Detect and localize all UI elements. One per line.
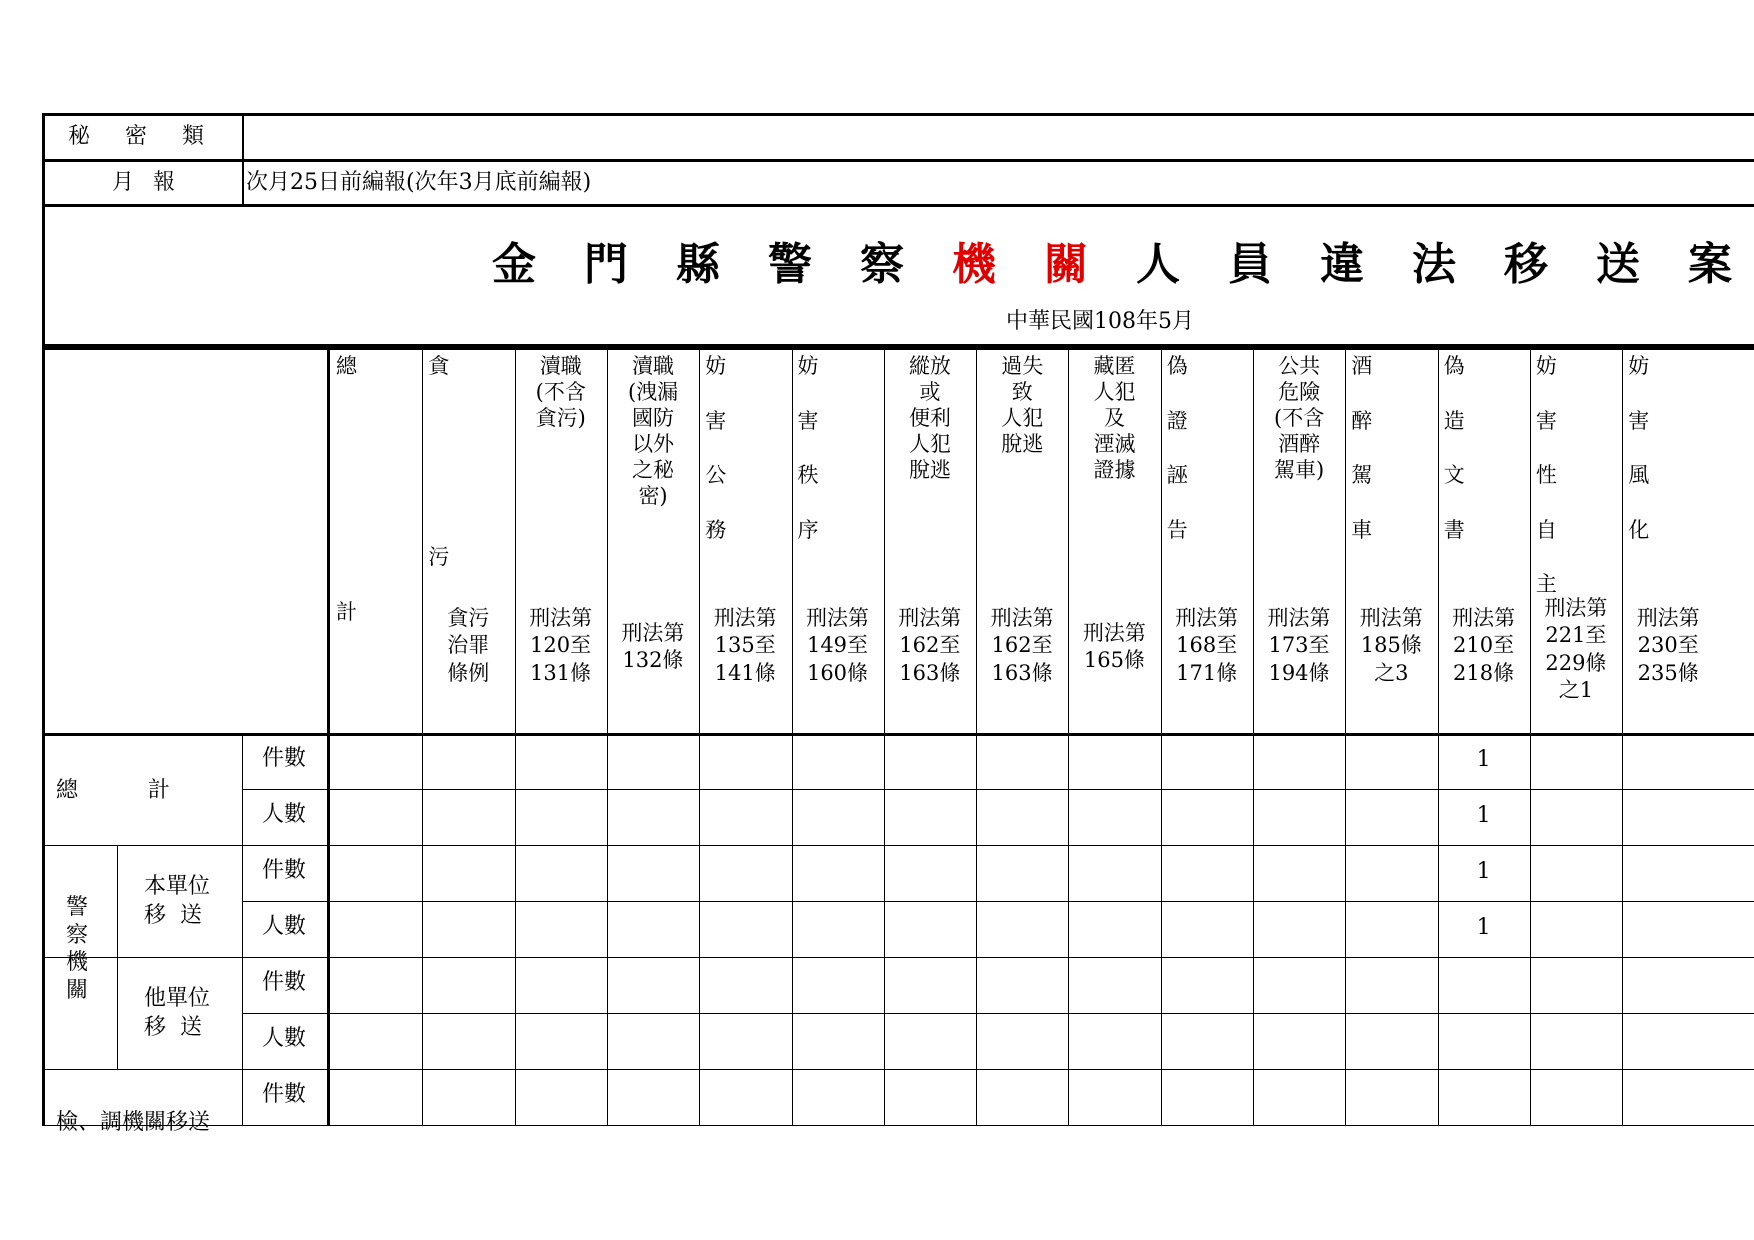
column-header-0: 總 計	[336, 354, 357, 624]
header-bottom-line	[42, 733, 1754, 736]
column-line	[976, 347, 977, 1125]
row-line	[242, 789, 1754, 790]
title-char: 縣	[676, 239, 720, 290]
column-line	[1530, 347, 1531, 1125]
column-header-8: 藏匿 人犯 及 湮滅 證據	[1093, 354, 1136, 483]
cell-value: 1	[1476, 859, 1491, 884]
own-unit-label: 本單位 移 送	[144, 874, 211, 928]
label-vline	[117, 845, 118, 1069]
column-header-14: 妨 害 風 化	[1628, 354, 1650, 542]
column-line	[1622, 347, 1623, 1125]
cell-value: 1	[1476, 803, 1491, 828]
column-law-8: 刑法第 165條	[1082, 621, 1146, 673]
label-column-separator	[327, 347, 330, 1125]
title-char: 法	[1412, 239, 1456, 290]
title-char: 違	[1320, 239, 1364, 290]
deadline-text: 次月25日前編報(次年3月底前編報)	[246, 170, 592, 195]
title-char: 移	[1504, 239, 1548, 290]
row-measure-label: 件數	[262, 858, 307, 883]
row-line	[242, 901, 1754, 902]
title-char: 人	[1136, 239, 1180, 290]
column-header-12: 偽 造 文 書	[1443, 354, 1465, 542]
row-measure-label: 人數	[262, 914, 307, 939]
column-law-7: 刑法第 162至 163條	[990, 606, 1054, 685]
header-divider-2	[42, 204, 1754, 207]
report-date: 中華民國108年5月	[1006, 309, 1194, 334]
title-char: 門	[584, 239, 628, 290]
column-header-9: 偽 證 誣 告	[1166, 354, 1188, 542]
column-line	[607, 347, 608, 1125]
column-line	[699, 347, 700, 1125]
row-line	[117, 957, 242, 958]
column-law-6: 刑法第 162至 163條	[898, 606, 962, 685]
row-line	[42, 1125, 1754, 1126]
column-header-5: 妨 害 秩 序	[797, 354, 819, 542]
column-line	[1068, 347, 1069, 1125]
row-measure-label: 件數	[262, 1082, 307, 1107]
total-group-label: 總 計	[56, 778, 170, 803]
column-law-2: 刑法第 120至 131條	[529, 606, 593, 685]
column-line	[792, 347, 793, 1125]
column-header-1: 貪 污	[428, 354, 450, 570]
column-header-3: 瀆職 (洩漏 國防 以外 之秘 密)	[627, 354, 679, 509]
column-law-11: 刑法第 185條 之3	[1359, 606, 1423, 685]
classification-label: 秘 密 類	[68, 124, 218, 149]
column-header-13: 妨 害 性 自 主	[1535, 354, 1557, 597]
row-line	[242, 1013, 1754, 1014]
column-line	[884, 347, 885, 1125]
column-law-14: 刑法第 230至 235條	[1636, 606, 1700, 685]
row-measure-label: 人數	[262, 802, 307, 827]
title-char: 金	[492, 239, 536, 290]
row-measure-label: 件數	[262, 746, 307, 771]
title-char: 案	[1688, 239, 1732, 290]
row-line	[42, 1069, 1754, 1070]
cell-value: 1	[1476, 747, 1491, 772]
column-law-9: 刑法第 168至 171條	[1175, 606, 1239, 685]
row-line	[42, 957, 1754, 958]
police-group-label: 警 察 機 關	[66, 895, 89, 1003]
row-measure-label: 件數	[262, 970, 307, 995]
column-header-6: 縱放 或 便利 人犯 脫逃	[908, 354, 951, 483]
prosecution-group-label: 檢、調機關移送	[56, 1110, 211, 1135]
period-label: 月 報	[112, 170, 181, 195]
title-char: 警	[768, 239, 812, 290]
column-law-5: 刑法第 149至 160條	[806, 606, 869, 685]
header-divider-1	[42, 159, 1754, 162]
column-law-3: 刑法第 132條	[621, 621, 685, 673]
column-header-4: 妨 害 公 務	[705, 354, 727, 542]
column-law-13: 刑法第 221至 229條 之1	[1544, 596, 1608, 702]
row-measure-label: 人數	[262, 1026, 307, 1051]
column-law-4: 刑法第 135至 141條	[713, 606, 777, 685]
column-line	[1438, 347, 1439, 1125]
column-header-7: 過失 致 人犯 脫逃	[1001, 354, 1044, 457]
column-line	[1253, 347, 1254, 1125]
row-line	[42, 845, 1754, 846]
column-law-10: 刑法第 173至 194條	[1267, 606, 1331, 685]
other-unit-label: 他單位 移 送	[144, 986, 211, 1040]
column-line	[1161, 347, 1162, 1125]
column-line	[422, 347, 423, 1125]
title-char: 送	[1596, 239, 1640, 290]
title-char: 關	[1044, 239, 1088, 290]
column-law-1: 貪污 治罪 條例	[447, 606, 490, 685]
column-header-10: 公共 危險 (不含 酒醉 駕車)	[1274, 354, 1325, 483]
cell-value: 1	[1476, 915, 1491, 940]
column-law-12: 刑法第 210至 218條	[1452, 606, 1516, 685]
label-vline	[242, 733, 243, 1125]
column-header-11: 酒 醉 駕 車	[1351, 354, 1373, 542]
header-vdivider	[242, 113, 244, 206]
column-header-2: 瀆職 (不含 貪污)	[535, 354, 586, 431]
title-char: 機	[952, 239, 996, 290]
column-line	[515, 347, 516, 1125]
column-line	[1345, 347, 1346, 1125]
title-char: 察	[860, 239, 904, 290]
title-char: 員	[1228, 239, 1272, 290]
